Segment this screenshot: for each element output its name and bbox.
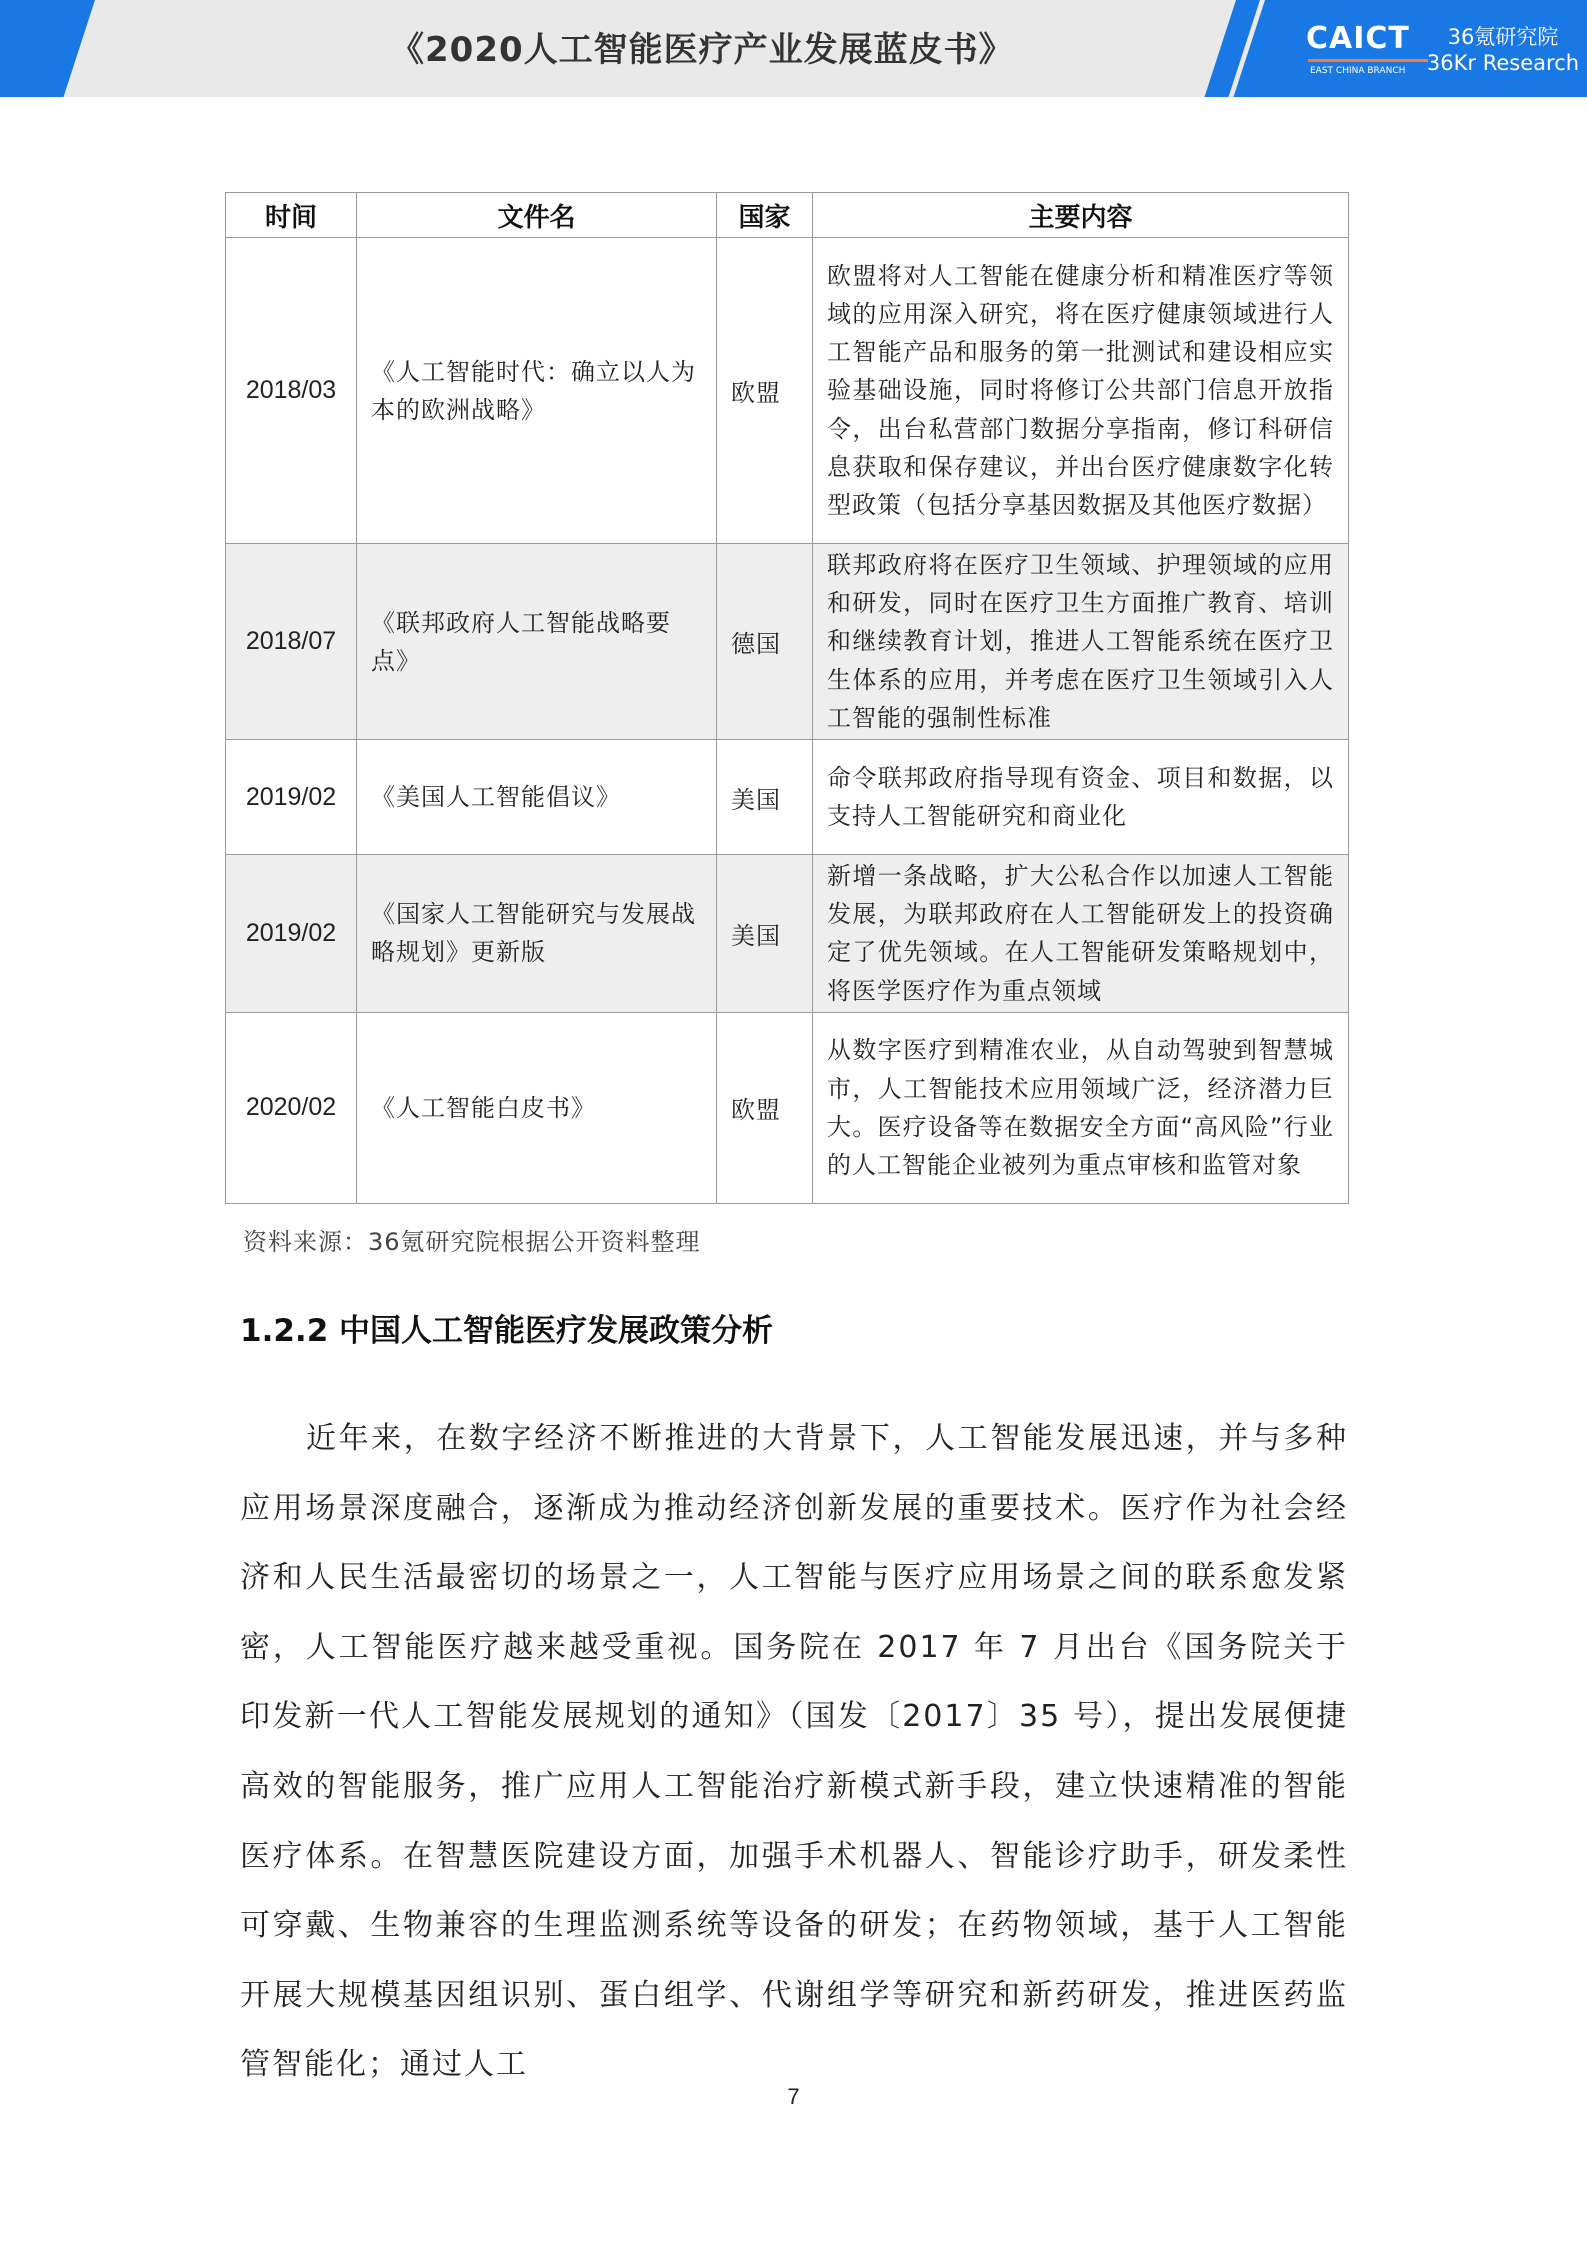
report-title: 《2020人工智能医疗产业发展蓝皮书》	[390, 30, 1014, 70]
page-number: 7	[787, 2084, 800, 2109]
row-document: 《美国人工智能倡议》	[357, 740, 717, 855]
column-header-date: 时间	[226, 193, 357, 238]
caict-logo-word: CAICT	[1306, 21, 1410, 56]
row-document: 《国家人工智能研究与发展战略规划》更新版	[357, 855, 717, 1013]
table-row	[226, 855, 1349, 1013]
row-content: 联邦政府将在医疗卫生领域、护理领域的应用和研发，同时在医疗卫生方面推广教育、培训和继续教育计划，推进人工智能系统在医疗卫生体系的应用，并考虑在医疗卫生领域引入人工智能的强制性标准	[813, 544, 1349, 740]
table-row	[226, 1012, 1349, 1203]
body-paragraph: 近年来，在数字经济不断推进的大背景下，人工智能发展迅速，并与多种应用场景深度融合，逐渐成为推动经济创新发展的重要技术。医疗作为社会经济和人民生活最密切的场景之一，人工智能与医疗应用场景之间的联系愈发紧密，人工智能医疗越来越受重视。国务院在 2017 年 7 月出台《国务院关于印发新一代人工智能发展规划的通知》（国发〔2017〕35 号），提出发展便捷高效的智能服务，推广应用人工智能治疗新模式新手段，建立快速精准的智能医疗体系。在智慧医院建设方面，加强手术机器人、智能诊疗助手，研发柔性可穿戴、生物兼容的生理监测系统等设备的研发；在药物领域，基于人工智能开展大规模基因组识别、蛋白组学、代谢组学等研究和新药研发，推进医药监管智能化；通过人工	[240, 1421, 1348, 2083]
row-content: 从数字医疗到精准农业，从自动驾驶到智慧城市，人工智能技术应用领域广泛，经济潜力巨大。医疗设备等在数据安全方面“高风险”行业的人工智能企业被列为重点审核和监管对象	[813, 1012, 1349, 1203]
row-content: 命令联邦政府指导现有资金、项目和数据，以支持人工智能研究和商业化	[813, 740, 1349, 855]
row-content: 新增一条战略，扩大公私合作以加速人工智能发展，为联邦政府在人工智能研发上的投资确定了优先领域。在人工智能研发策略规划中，将医学医疗作为重点领域	[813, 855, 1349, 1013]
row-date: 2020/02	[226, 1012, 357, 1203]
caict-logo	[1306, 22, 1434, 82]
column-header-document: 文件名	[357, 193, 717, 238]
row-country: 美国	[717, 740, 813, 855]
page-header	[0, 0, 1587, 97]
caict-logo-subtitle: EAST CHINA BRANCH	[1310, 66, 1406, 76]
table-row	[226, 740, 1349, 855]
row-date: 2019/02	[226, 740, 357, 855]
row-country: 欧盟	[717, 1012, 813, 1203]
row-document: 《联邦政府人工智能战略要点》	[357, 544, 717, 740]
36kr-logo-english: 36Kr Research	[1426, 51, 1580, 75]
36kr-research-logo	[1423, 24, 1583, 76]
caict-logo-underline	[1308, 59, 1428, 62]
table-row	[226, 238, 1349, 544]
section-heading: 1.2.2 中国人工智能医疗发展政策分析	[240, 1313, 774, 1349]
column-header-country: 国家	[717, 193, 813, 238]
row-date: 2018/03	[226, 238, 357, 544]
row-document: 《人工智能时代：确立以人为本的欧洲战略》	[357, 238, 717, 544]
row-date: 2019/02	[226, 855, 357, 1013]
row-content: 欧盟将对人工智能在健康分析和精准医疗等领域的应用深入研究，将在医疗健康领域进行人工智能产品和服务的第一批测试和建设相应实验基础设施，同时将修订公共部门信息开放指令，出台私营部门数据分享指南，修订科研信息获取和保存建议，并出台医疗健康数字化转型政策（包括分享基因数据及其他医疗数据）	[813, 238, 1349, 544]
table-header-row	[226, 193, 1349, 238]
row-date: 2018/07	[226, 544, 357, 740]
table-row	[226, 544, 1349, 740]
policy-table	[225, 192, 1349, 1204]
row-document: 《人工智能白皮书》	[357, 1012, 717, 1203]
column-header-content: 主要内容	[813, 193, 1349, 238]
table-source-note: 资料来源：36氪研究院根据公开资料整理	[243, 1228, 701, 1256]
36kr-logo-chinese: 36氪研究院	[1447, 25, 1559, 49]
row-country: 欧盟	[717, 238, 813, 544]
row-country: 美国	[717, 855, 813, 1013]
row-country: 德国	[717, 544, 813, 740]
